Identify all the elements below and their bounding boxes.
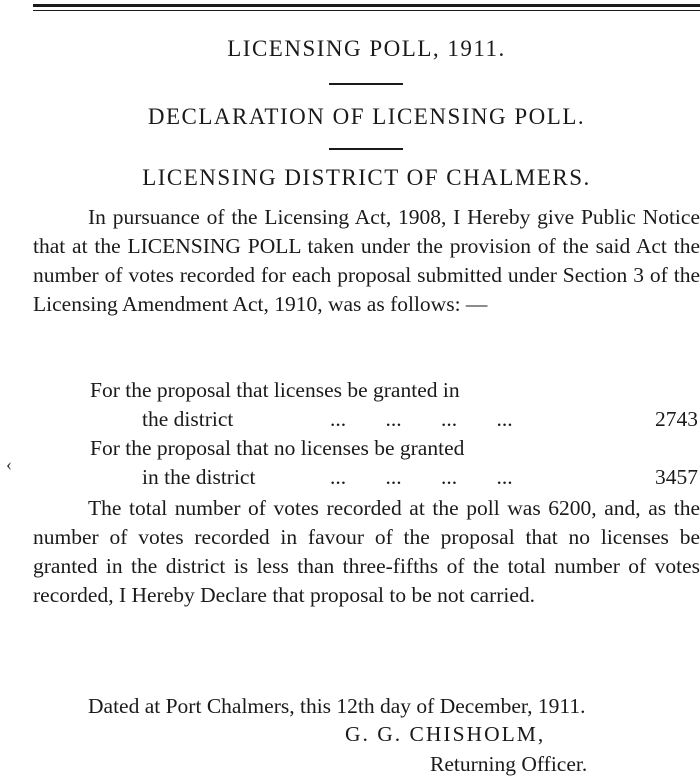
notice-subtitle: DECLARATION OF LICENSING POLL.: [147, 104, 586, 129]
district-heading: LICENSING DISTRICT OF CHALMERS.: [142, 165, 591, 190]
proposal-text-continued: the district: [142, 407, 234, 431]
margin-speck: ‹: [6, 454, 12, 474]
proposal-text-continued: in the district: [142, 465, 256, 489]
top-rule-thick: [33, 4, 700, 7]
title-divider: [329, 83, 403, 85]
proposal-item: [90, 376, 698, 434]
vote-count: 2743: [655, 407, 698, 431]
dated-line: Dated at Port Chalmers, this 12th day of December, 1911.: [88, 694, 586, 718]
total-votes-paragraph: The total number of votes recorded at the poll was 6200, and, as the number of votes recorded in favour of the proposal that no licenses be granted in the district is less than three-fifths of the total number of votes recorded, I Hereby Declare that proposal to be not carried.: [33, 496, 700, 607]
proposal-item: [90, 434, 698, 492]
proposal-text: For the proposal that licenses be granted in: [90, 378, 460, 402]
signatory-title: Returning Officer.: [430, 752, 588, 776]
leader-dots: ... ... ... ...: [330, 407, 513, 431]
signatory-name: G. G. CHISHOLM,: [345, 722, 546, 746]
subtitle-divider: [329, 148, 403, 150]
proposal-line: [90, 405, 698, 434]
vote-count: 3457: [655, 465, 698, 489]
notice-title: LICENSING POLL, 1911.: [227, 36, 506, 61]
top-rule-thin: [33, 10, 700, 11]
proposal-text: For the proposal that no licenses be granted: [90, 436, 465, 460]
proposal-line: [90, 463, 698, 492]
leader-dots: ... ... ... ...: [330, 465, 513, 489]
intro-paragraph: In pursuance of the Licensing Act, 1908, I Hereby give Public Notice that at the LICENSING POLL taken under the provision of the said Act the number of votes recorded for each proposal submitted under Section 3 of the Licensing Amendment Act, 1910, was as follows: —: [33, 205, 700, 316]
